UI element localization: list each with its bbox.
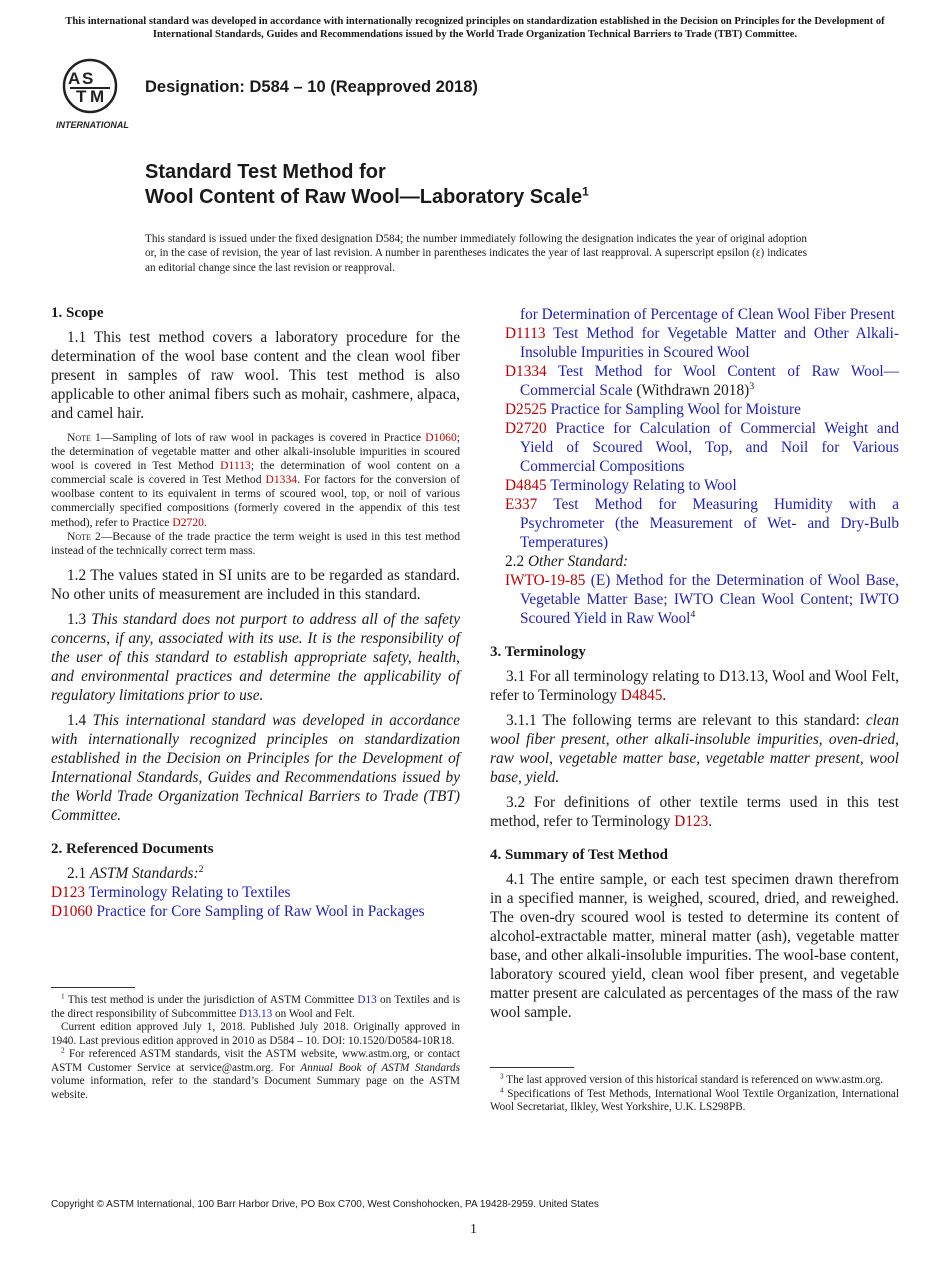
svg-text:A: A [68,69,81,88]
ref-title-d1113[interactable]: Test Method for Vegetable Matter and Other Alkali-Insoluble Impurities in Scoured Wool [520,325,899,361]
para-3-2: 3.2 For definitions of other textile terms used in this test method, refer to Terminology D123. [490,794,899,830]
ref-entry-d1113 [490,324,899,362]
ref-code-d1113[interactable]: D1113 [505,325,546,342]
ref-code-iwto[interactable]: IWTO-19-85 [505,572,586,589]
ref-title-d1060-cont[interactable]: for Determination of Percentage of Clean Wool Fiber Present [520,306,895,323]
para-4-1: 4.1 The entire sample, or each test specimen drawn therefrom in a specified manner, is weighed, scoured, dried, and reweighed. The oven-dry scoured wool is tested to determine its content of alcohol-extractable matter, mineral matter (ash), vegetable matter base, and other alkali-insoluble impurities. The wool-base content, laboratory scoured yield, clean wool fiber present, and vegetable matter present are calculated as percentages of the mass of the raw wool sample. [490,871,899,1021]
designation: Designation: D584 – 10 (Reapproved 2018) [145,78,478,96]
section-2-heading: 2. Referenced Documents [51,840,214,857]
title-line-1: Standard Test Method for [145,161,386,183]
note-1: Note 1—Sampling of lots of raw wool in packages is covered in Practice D1060; the determination of vegetable matter and other alkali-insoluble impurities in scoured wool is covered in Test Method D1113; the determination of wool content on a commercial scale is covered in Test Method D1334. For factors for the conversion of woolbase content to its equivalent in terms of scoured wool, top, or noil of various commercially specified compositions (formerly covered in the appendix of this test method), refer to Practice D2720. [51,431,460,529]
ref-code-d4845[interactable]: D4845 [505,477,547,494]
ref-entry-d123 [51,883,460,902]
svg-text:INTERNATIONAL: INTERNATIONAL [56,120,129,130]
section-1-heading: 1. Scope [51,305,104,321]
ref-code-d1334[interactable]: D1334 [505,363,547,380]
para-3-1-1: 3.1.1 The following terms are relevant to this standard: clean wool fiber present, other alkali-insoluble impurities, oven-dried, raw wool, vegetable matter base, vegetable matter present, wool base, yield. [490,712,899,786]
footnote-2: $^2$ For referenced ASTM standards, visit the ASTM website, www.astm.org, or contact ASTM Customer Service at service@astm.org. For Annual Book of ASTM Standards volume information, refer to the standard’s Document Summary page on the ASTM website. [51,1046,460,1101]
committee-link-d13[interactable]: D13 [357,994,377,1006]
footnote-1: $^1$ This test method is under the jurisdiction of ASTM Committee D13 on Textiles and is the direct responsibility of Subcommittee D13.13 on Wool and Felt. [51,992,460,1020]
intro-paragraph: This standard is issued under the fixed designation D584; the number immediately following the designation indicates the year of original adoption or, in the case of revision, the year of last revision. A number in parentheses indicates the year of last reapproval. A superscript epsilon (ε) indicates an editorial change since the last revision or reapproval. [145,233,807,274]
left-column [51,305,461,1101]
ref-link-d1113[interactable]: D1113 [220,459,251,473]
ref-entry-d2525 [490,400,899,419]
sub-2-1: 2.1 ASTM Standards:$^2$ [67,863,204,882]
svg-text:M: M [90,87,105,106]
subcommittee-link-d13-13[interactable]: D13.13 [238,1007,273,1020]
sub-2-2: 2.2 Other Standard: [505,553,629,570]
ref-title-d1060[interactable]: Practice for Core Sampling of Raw Wool in Packages [96,902,425,920]
para-1-3: 1.3 This standard does not purport to address all of the safety concerns, if any, associated with its use. It is the responsibility of the user of this standard to establish appropriate safety, health, and environmental practices and determine the applicability of regulatory limitations prior to use. [51,610,461,704]
footnotes-right [490,1067,899,1115]
ref-link-d123[interactable]: D123 [674,813,709,830]
right-column [490,305,899,1113]
footnotes-left [51,987,460,1102]
svg-text:S: S [82,69,94,88]
footnote-1-edition: Current edition approved July 1, 2018. Published July 2018. Originally approved in 1940. Last previous edition approved in 2010 as D584 – 10. DOI: 10.1520/D0584-10R18. [51,1021,460,1047]
footnote-rule-right [490,1067,574,1068]
title-footnote-mark: 1 [582,184,589,199]
ref-entry-d1334: D1334 Test Method for Wool Content of Raw Wool—Commercial Scale (Withdrawn 2018)$^3$ [505,363,899,399]
ref-code-e337[interactable]: E337 [505,496,538,513]
footnote-3: $^3$ The last approved version of this historical standard is referenced on www.astm.org. [500,1072,884,1086]
section-4-heading: 4. Summary of Test Method [490,847,668,863]
ref-title-d2720[interactable]: Practice for Calculation of Commercial Weight and Yield of Scoured Wool, Top, and Noil for Various Commercial Compositions [520,420,899,475]
note-2: Note 2—Because of the trade practice the term weight is used in this test method instead of the technically correct term mass. [51,529,460,557]
footnote-4: $^4$ Specifications of Test Methods, International Wool Textile Organization, International Wool Secretariat, Ilkley, West Yorkshire, U.K. LS298PB. [490,1085,899,1113]
ref-title-iwto[interactable]: (E) Method for the Determination of Wool Base, Vegetable Matter Base; IWTO Clean Wool Content; IWTO Scoured Yield in Raw Wool [520,572,899,627]
page-number: 1 [470,1222,477,1237]
title-line-2: Wool Content of Raw Wool—Laboratory Scale$^1$ [145,184,589,208]
astm-logo-icon [52,56,136,132]
ref-title-d123[interactable]: Terminology Relating to Textiles [88,883,291,901]
ref-title-e337[interactable]: Test Method for Measuring Humidity with a Psychrometer (the Measurement of Wet- and Dry-Bulb Temperatures) [520,496,899,551]
ref-code-d2525[interactable]: D2525 [505,401,547,418]
ref-title-d2525[interactable]: Practice for Sampling Wool for Moisture [550,401,801,418]
ref-title-d4845[interactable]: Terminology Relating to Wool [550,477,737,494]
astm-logo [52,56,136,132]
svg-text:T: T [76,87,87,106]
copyright-footer: Copyright © ASTM International, 100 Barr Harbor Drive, PO Box C700, West Conshohocken, PA 19428-2959. United States [51,1199,599,1210]
ref-entry-d4845 [490,476,899,495]
ref-code-d123[interactable]: D123 [51,883,85,901]
ref-entry-d1060 [51,902,460,921]
top-notice: This international standard was developed in accordance with internationally recognized principles on standardization established in the Decision on Principles for the Development of International Standards, Guides and Recommendations issued by the World Trade Organization Technical Barriers to Trade (TBT) Committee. [65,16,885,40]
ref-entry-e337 [490,495,899,552]
ref-link-d4845[interactable]: D4845 [620,687,663,704]
ref-link-d1060[interactable]: D1060 [425,431,457,444]
ref-entry-d2720 [490,419,899,476]
section-3-heading: 3. Terminology [490,644,586,660]
ref-code-d2720[interactable]: D2720 [505,420,547,437]
ref-entry-iwto: IWTO-19-85 (E) Method for the Determination of Wool Base, Vegetable Matter Base; IWTO Clean Wool Content; IWTO Scoured Yield in Raw Wool$^4$ [505,572,899,627]
ref-entry-d1060-cont [490,305,899,324]
document-title [145,160,589,210]
ref-title-d1334[interactable]: Test Method for Wool Content of Raw Wool—Commercial Scale [520,363,899,399]
para-1-1: 1.1 This test method covers a laboratory procedure for the determination of the wool base content and the clean wool fiber present in samples of raw wool. This test method is also applicable to other animal fibers such as mohair, cashmere, alpaca, and camel hair. [51,329,460,422]
para-1-4: 1.4 This international standard was developed in accordance with internationally recognized principles on standardization established in the Decision on Principles for the Development of International Standards, Guides and Recommendations issued by the World Trade Organization Technical Barriers to Trade (TBT) Committee. [51,711,461,824]
ref-link-d2720[interactable]: D2720 [172,515,204,529]
ref-link-d1334[interactable]: D1334 [265,473,298,487]
para-3-1: 3.1 For all terminology relating to D13.13, Wool and Wool Felt, refer to Terminology D4845. [490,668,899,704]
footnote-rule [51,987,135,988]
para-1-2: 1.2 The values stated in SI units are to be regarded as standard. No other units of measurement are included in this standard. [51,566,460,603]
ref-code-d1060[interactable]: D1060 [51,902,93,920]
